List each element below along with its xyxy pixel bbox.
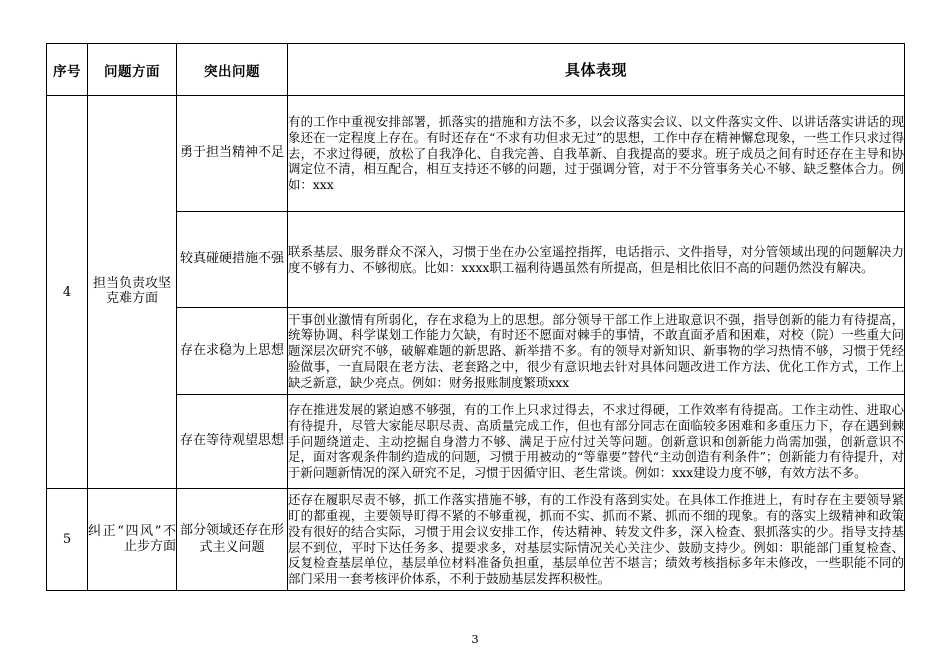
row-detail-text: 干事创业激情有所弱化，存在求稳为上的思想。部分领导干部工作上进取意识不强，指导创新的能力有待提高，统筹协调、科学谋划工作能力欠缺，有时还不愿面对棘手的事情，不敢直面矛盾和困难，对校（院）一些重大问题深层次研究不够，破解难题的新思路、新举措不多。有的领导对新知识、新事物的学习热情不够，习惯于凭经验做事，一直局限在老方法、老套路之中，很少有意识地去针对具体问题改进工作方法、优化工作方式，工作上缺乏新意，缺少亮点。例如：财务报账制度繁琐xxx bbox=[288, 308, 905, 395]
row-sequence-number: 5 bbox=[47, 489, 88, 591]
row-problem-title: 部分领域还存在形式主义问题 bbox=[177, 489, 288, 591]
aspect-label: 纠正“四风”不止步方面 bbox=[88, 523, 176, 554]
row-problem-title: 勇于担当精神不足 bbox=[177, 96, 288, 212]
page-number: 3 bbox=[471, 632, 479, 646]
column-header-aspect: 问题方面 bbox=[88, 44, 177, 96]
row-detail-text: 联系基层、服务群众不深入，习惯于坐在办公室遥控指挥，电话指示、文件指导，对分管领域出现的问题解决力度不够有力、不够彻底。比如：xxxx职工福利待遇虽然有所提高，但是相比依旧不高的问题仍然没有解决。 bbox=[288, 212, 905, 308]
row-aspect-category bbox=[88, 489, 177, 591]
table-row bbox=[47, 96, 905, 212]
row-problem-title: 存在求稳为上思想 bbox=[177, 308, 288, 395]
row-detail-text: 还存在履职尽责不够，抓工作落实措施不够，有的工作没有落到实处。在具体工作推进上，有时存在主要领导紧盯的都重视，主要领导盯得不紧的不够重视，抓而不实、抓而不紧、抓而不细的现象。有的落实上级精神和政策没有很好的结合实际，习惯于用会议安排工作，传达精神、转发文件多，深入检查、狠抓落实的少。指导支持基层不到位，平时下达任务多、提要求多，对基层实际情况关心关注少、鼓励支持少。例如：职能部门重复检查、反复检查基层单位，基层单位材料准备负担重，基层单位苦不堪言；绩效考核指标多年未修改，一些职能不同的部门采用一套考核评价体系，不利于鼓励基层发挥积极性。 bbox=[288, 489, 905, 591]
table-row bbox=[47, 489, 905, 591]
column-header-problem: 突出问题 bbox=[177, 44, 288, 96]
column-header-seq: 序号 bbox=[47, 44, 88, 96]
row-problem-title: 存在等待观望思想 bbox=[177, 395, 288, 489]
row-aspect-category bbox=[88, 96, 177, 489]
issue-table bbox=[46, 43, 905, 591]
aspect-label: 担当负责攻坚克难方面 bbox=[92, 276, 171, 306]
row-sequence-number: 4 bbox=[47, 96, 88, 489]
row-detail-text: 存在推进发展的紧迫感不够强，有的工作上只求过得去，不求过得硬，工作效率有待提高。工作主动性、进取心有待提升，尽管大家能尽职尽责、高质量完成工作，但也有部分同志在面临较多困难和多重压力下，存在遇到棘手问题绕道走、主动挖掘自身潜力不够、满足于应付过关等问题。创新意识和创新能力尚需加强，创新意识不足，面对客观条件制约造成的问题，习惯于用被动的“等靠要”替代“主动创造有利条件”；创新能力有待提升，对于新问题新情况的深入研究不足，习惯于因循守旧、老生常谈。例如：xxx建设力度不够，有效方法不多。 bbox=[288, 395, 905, 489]
table-body bbox=[47, 96, 905, 591]
table-header bbox=[47, 44, 905, 96]
row-problem-title: 较真碰硬措施不强 bbox=[177, 212, 288, 308]
row-detail-text: 有的工作中重视安排部署，抓落实的措施和方法不多，以会议落实会议、以文件落实文件、以讲话落实讲话的现象还在一定程度上存在。有时还存在“不求有功但求无过”的思想，工作中存在精神懈怠现象，一些工作只求过得去，不求过得硬，放松了自我净化、自我完善、自我革新、自我提高的要求。班子成员之间有时还存在主导和协调定位不清，相互配合，相互支持还不够的问题，过于强调分管，对于不分管事务关心不够、缺乏整体合力。例如：xxx bbox=[288, 96, 905, 212]
column-header-detail: 具体表现 bbox=[288, 44, 905, 96]
header-row bbox=[47, 44, 905, 96]
